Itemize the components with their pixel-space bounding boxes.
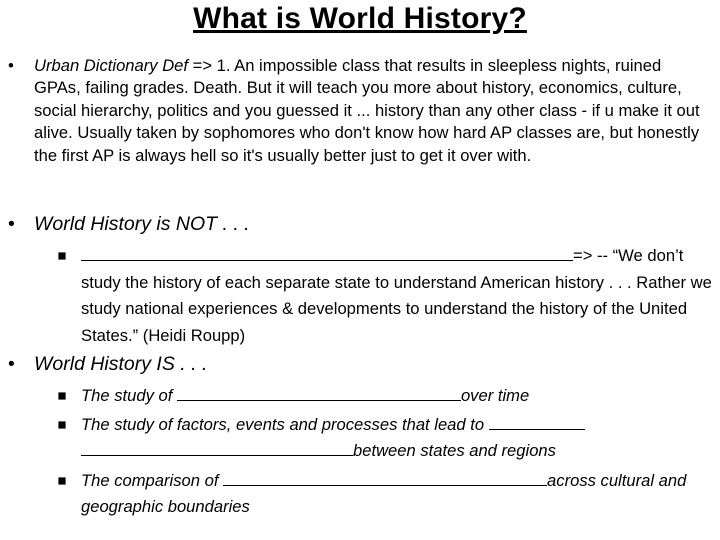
sub-bullet-factors [58,412,718,464]
sub-bullet-text [81,383,718,409]
sub-bullet-tail: across cultural and geographic boundaries [81,471,687,516]
sub-bullet-lead: The comparison of [81,471,224,490]
sub-bullet-tail: between states and regions [353,441,556,460]
square-bullet-icon [58,421,65,428]
sub-bullet-lead: The study of factors, events and processes that lead to [81,415,489,434]
urban-dictionary-term: Urban Dictionary Def [34,56,189,75]
fill-in-blank [81,246,573,261]
sub-bullet-text [81,243,718,349]
bullet-dot-icon: • [8,353,15,375]
bullet-world-history-is [8,351,708,377]
square-bullet-icon [58,392,65,399]
sub-bullet-study-of [58,383,718,409]
bullet-dot-icon: • [8,56,14,75]
sub-bullet-comparison [58,468,718,520]
roupp-quote: => -- “We don’t study the history of each separate state to understand American history . . . Rather we study national experiences & developments to understand the history of the United States.” (Heidi Roupp) [81,246,712,345]
bullet-dot-icon: • [8,213,15,235]
bullet-text [34,55,708,167]
square-bullet-icon [58,252,65,259]
square-bullet-icon [58,477,65,484]
fill-in-blank [489,415,585,430]
fill-in-blank [81,441,353,456]
page-title: What is World History? [193,2,527,35]
sub-bullet-text [81,412,718,464]
urban-dictionary-definition: => 1. An impossible class that results in sleepless nights, ruined GPAs, failing grades. Death. But it will teach you more about history, economics, culture, social hierarchy, politics and you guessed it ... history than any other class - if u make it out alive. Usually taken by sophomores who don't know how hard AP classes are, but honestly the first AP is always hell so it's usually better just to get it over with. [34,56,700,165]
bullet-world-history-is-not [8,211,708,237]
sub-bullet-tail: over time [460,386,530,405]
fill-in-blank [223,471,547,486]
bullet-urban-dictionary [8,55,708,167]
bullet-heading: World History IS . . . [34,353,208,375]
fill-in-blank [177,386,461,401]
sub-bullet-text [81,468,718,520]
sub-bullet-not [58,243,718,349]
sub-bullet-lead: The study of [81,386,177,405]
bullet-heading: World History is NOT . . . [34,213,250,235]
